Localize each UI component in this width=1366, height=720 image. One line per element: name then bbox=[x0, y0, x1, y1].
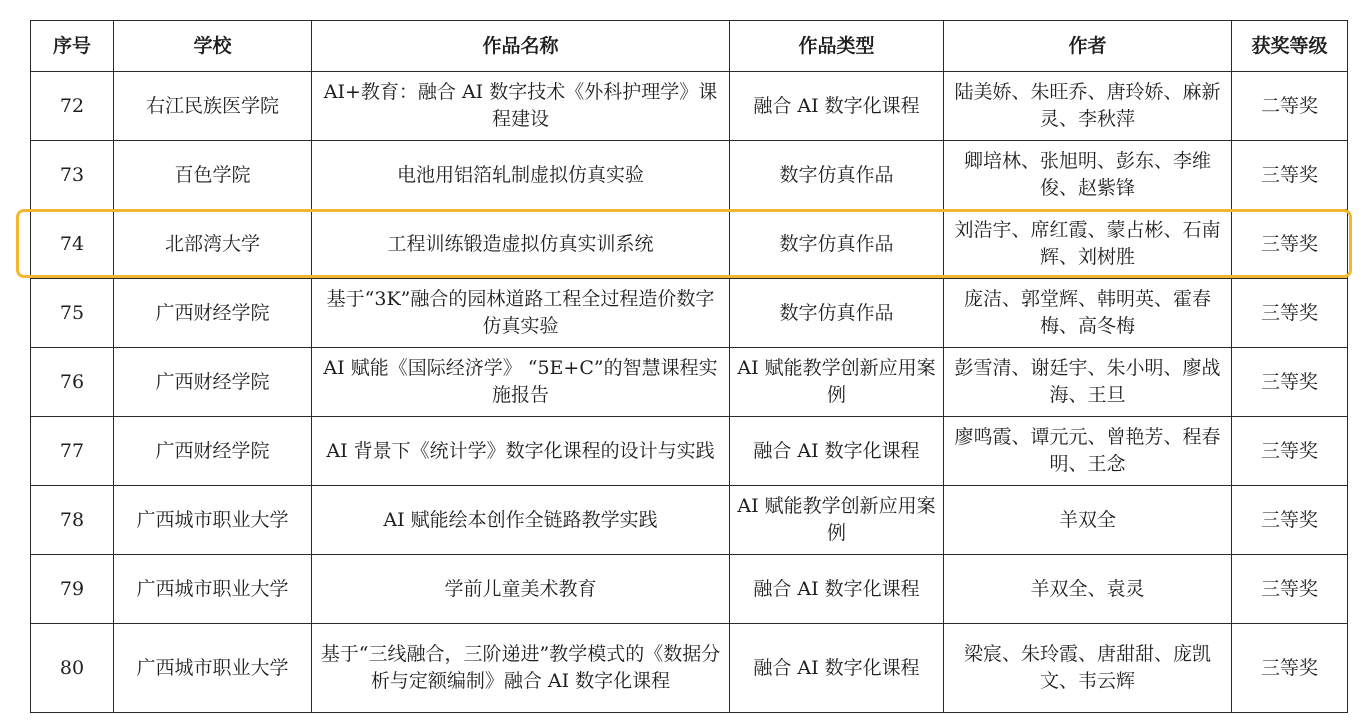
header-title: 作品名称 bbox=[312, 21, 730, 72]
cell-award: 三等奖 bbox=[1232, 141, 1348, 210]
cell-award: 三等奖 bbox=[1232, 486, 1348, 555]
cell-title: 基于“三线融合，三阶递进”教学模式的《数据分析与定额编制》融合 AI 数字化课程 bbox=[312, 624, 730, 713]
table-row-highlighted bbox=[31, 210, 1348, 279]
cell-award: 三等奖 bbox=[1232, 555, 1348, 624]
cell-type: 数字仿真作品 bbox=[730, 141, 944, 210]
cell-no: 79 bbox=[31, 555, 114, 624]
cell-authors: 羊双全 bbox=[944, 486, 1232, 555]
cell-type: 融合 AI 数字化课程 bbox=[730, 555, 944, 624]
cell-title: AI 赋能绘本创作全链路教学实践 bbox=[312, 486, 730, 555]
cell-award: 二等奖 bbox=[1232, 72, 1348, 141]
cell-award: 三等奖 bbox=[1232, 348, 1348, 417]
cell-school: 广西城市职业大学 bbox=[114, 555, 312, 624]
cell-authors: 卿培林、张旭明、彭东、李维俊、赵紫锋 bbox=[944, 141, 1232, 210]
cell-title: AI+教育：融合 AI 数字技术《外科护理学》课程建设 bbox=[312, 72, 730, 141]
cell-school: 北部湾大学 bbox=[114, 210, 312, 279]
table-row bbox=[31, 555, 1348, 624]
table-row bbox=[31, 141, 1348, 210]
cell-authors: 庞洁、郭堂辉、韩明英、霍春梅、高冬梅 bbox=[944, 279, 1232, 348]
cell-type: AI 赋能教学创新应用案例 bbox=[730, 486, 944, 555]
cell-no: 73 bbox=[31, 141, 114, 210]
table-row bbox=[31, 417, 1348, 486]
cell-authors: 羊双全、袁灵 bbox=[944, 555, 1232, 624]
header-authors: 作者 bbox=[944, 21, 1232, 72]
cell-no: 74 bbox=[31, 210, 114, 279]
cell-type: 数字仿真作品 bbox=[730, 210, 944, 279]
table-row bbox=[31, 279, 1348, 348]
cell-title: 工程训练锻造虚拟仿真实训系统 bbox=[312, 210, 730, 279]
cell-no: 72 bbox=[31, 72, 114, 141]
cell-title: 电池用铝箔轧制虚拟仿真实验 bbox=[312, 141, 730, 210]
cell-no: 78 bbox=[31, 486, 114, 555]
header-no: 序号 bbox=[31, 21, 114, 72]
cell-school: 广西城市职业大学 bbox=[114, 486, 312, 555]
table-row bbox=[31, 72, 1348, 141]
cell-title: 基于“3K”融合的园林道路工程全过程造价数字仿真实验 bbox=[312, 279, 730, 348]
cell-authors: 陆美娇、朱旺乔、唐玲娇、麻新灵、李秋萍 bbox=[944, 72, 1232, 141]
cell-authors: 彭雪清、谢廷宇、朱小明、廖战海、王旦 bbox=[944, 348, 1232, 417]
cell-no: 80 bbox=[31, 624, 114, 713]
cell-type: 融合 AI 数字化课程 bbox=[730, 417, 944, 486]
cell-title: AI 赋能《国际经济学》 “5E+C”的智慧课程实施报告 bbox=[312, 348, 730, 417]
cell-type: AI 赋能教学创新应用案例 bbox=[730, 348, 944, 417]
cell-authors: 刘浩宇、席红霞、蒙占彬、石南辉、刘树胜 bbox=[944, 210, 1232, 279]
cell-no: 77 bbox=[31, 417, 114, 486]
cell-award: 三等奖 bbox=[1232, 417, 1348, 486]
cell-school: 广西财经学院 bbox=[114, 279, 312, 348]
cell-school: 广西城市职业大学 bbox=[114, 624, 312, 713]
cell-no: 75 bbox=[31, 279, 114, 348]
cell-title: 学前儿童美术教育 bbox=[312, 555, 730, 624]
header-row bbox=[31, 21, 1348, 72]
cell-type: 数字仿真作品 bbox=[730, 279, 944, 348]
cell-no: 76 bbox=[31, 348, 114, 417]
cell-award: 三等奖 bbox=[1232, 279, 1348, 348]
cell-award: 三等奖 bbox=[1232, 624, 1348, 713]
cell-title: AI 背景下《统计学》数字化课程的设计与实践 bbox=[312, 417, 730, 486]
table-row bbox=[31, 348, 1348, 417]
cell-authors: 廖鸣霞、谭元元、曾艳芳、程春明、王念 bbox=[944, 417, 1232, 486]
table-row bbox=[31, 624, 1348, 713]
cell-type: 融合 AI 数字化课程 bbox=[730, 624, 944, 713]
header-type: 作品类型 bbox=[730, 21, 944, 72]
cell-authors: 梁宸、朱玲霞、唐甜甜、庞凯文、韦云辉 bbox=[944, 624, 1232, 713]
cell-school: 广西财经学院 bbox=[114, 417, 312, 486]
header-school: 学校 bbox=[114, 21, 312, 72]
cell-school: 右江民族医学院 bbox=[114, 72, 312, 141]
cell-type: 融合 AI 数字化课程 bbox=[730, 72, 944, 141]
cell-award: 三等奖 bbox=[1232, 210, 1348, 279]
award-table bbox=[30, 20, 1348, 713]
cell-school: 百色学院 bbox=[114, 141, 312, 210]
header-award: 获奖等级 bbox=[1232, 21, 1348, 72]
cell-school: 广西财经学院 bbox=[114, 348, 312, 417]
table-row bbox=[31, 486, 1348, 555]
